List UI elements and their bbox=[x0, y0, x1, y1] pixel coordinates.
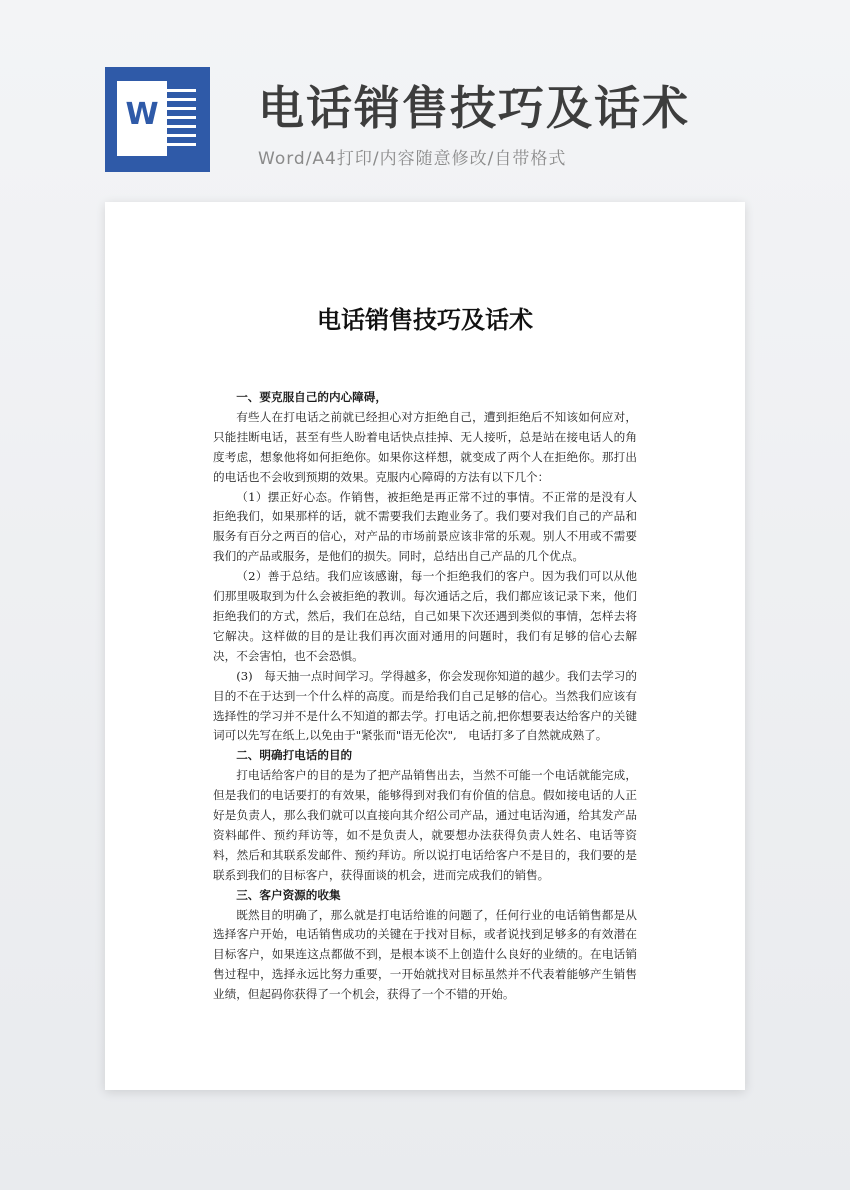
document-body bbox=[213, 388, 637, 1005]
paragraph: 既然目的明确了，那么就是打电话给谁的问题了，任何行业的电话销售都是从选择客户开始，电话销售成功的关键在于找对目标，或者说找到足够多的有效潜在目标客户，如果连这点都做不到，是根本谈不上创造什么良好的业绩的。在电话销售过程中，选择永远比努力重要，一开始就找对目标虽然并不代表着能够产生销售业绩，但起码你获得了一个机会，获得了一个不错的开始。 bbox=[213, 907, 637, 1002]
paragraph: （2）善于总结。我们应该感谢，每一个拒绝我们的客户。因为我们可以从他们那里吸取到为什么会被拒绝的教训。每次通话之后，我们都应该记录下来，他们拒绝我们的方式，然后，我们在总结，自己如果下次还遇到类似的事情，怎样去将它解决。这样做的目的是让我们再次面对通用的问题时，我们有足够的信心去解决，不会害怕，也不会恐惧。 bbox=[213, 569, 637, 663]
document-page bbox=[105, 202, 745, 1090]
section-heading: 一、要克服自己的内心障碍， bbox=[236, 390, 387, 404]
header-subtitle: Word/A4打印/内容随意修改/自带格式 bbox=[258, 149, 567, 169]
paragraph: 打电话给客户的目的是为了把产品销售出去，当然不可能一个电话就能完成，但是我们的电话要打的有效果，能够得到对我们有价值的信息。假如接电话的人正好是负责人，那么我们就可以直接向其介绍公司产品，通过电话沟通，给其发产品资料邮件、预约拜访等，如不是负责人，就要想办法获得负责人姓名、电话等资料，然后和其联系发邮件、预约拜访。所以说打电话给客户不是目的，我们要的是联系到我们的目标客户，获得面谈的机会，进而完成我们的销售。 bbox=[213, 768, 637, 882]
word-document-icon bbox=[117, 81, 167, 156]
paragraph: (3) 每天抽一点时间学习。学得越多，你会发现你知道的越少。我们去学习的目的不在于达到一个什么样的高度。而是给我们自己足够的信心。当然我们应该有选择性的学习并不是什么不知道的都去学。打电话之前,把你想要表达给客户的关键词可以先写在纸上,以免由于"紧张而"语无伦次", 电话打多了自然就成熟了。 bbox=[213, 668, 637, 743]
logo-letter: W bbox=[125, 97, 159, 132]
word-logo-icon bbox=[105, 67, 210, 172]
section-heading: 三、客户资源的收集 bbox=[236, 887, 341, 902]
header-title: 电话销售技巧及话术 bbox=[258, 81, 690, 135]
paragraph: 有些人在打电话之前就已经担心对方拒绝自己，遭到拒绝后不知该如何应对，只能挂断电话，甚至有些人盼着电话快点挂掉、无人接听，总是站在接电话人的角度考虑，想象他将如何拒绝你。如果你这样想，就变成了两个人在拒绝你。那打出的电话也不会收到预期的效果。克服内心障碍的方法有以下几个： bbox=[213, 409, 637, 484]
section-heading: 二、明确打电话的目的 bbox=[236, 748, 353, 763]
paragraph: （1）摆正好心态。作销售，被拒绝是再正常不过的事情。不正常的是没有人拒绝我们，如果那样的话，就不需要我们去跑业务了。我们要对我们自己的产品和服务有百分之两百的信心，对产品的市场前景应该非常的乐观。别人不用或不需要我们的产品或服务，是他们的损失。同时，总结出自己产品的几个优点。 bbox=[213, 489, 637, 564]
document-title: 电话销售技巧及话术 bbox=[317, 306, 533, 334]
